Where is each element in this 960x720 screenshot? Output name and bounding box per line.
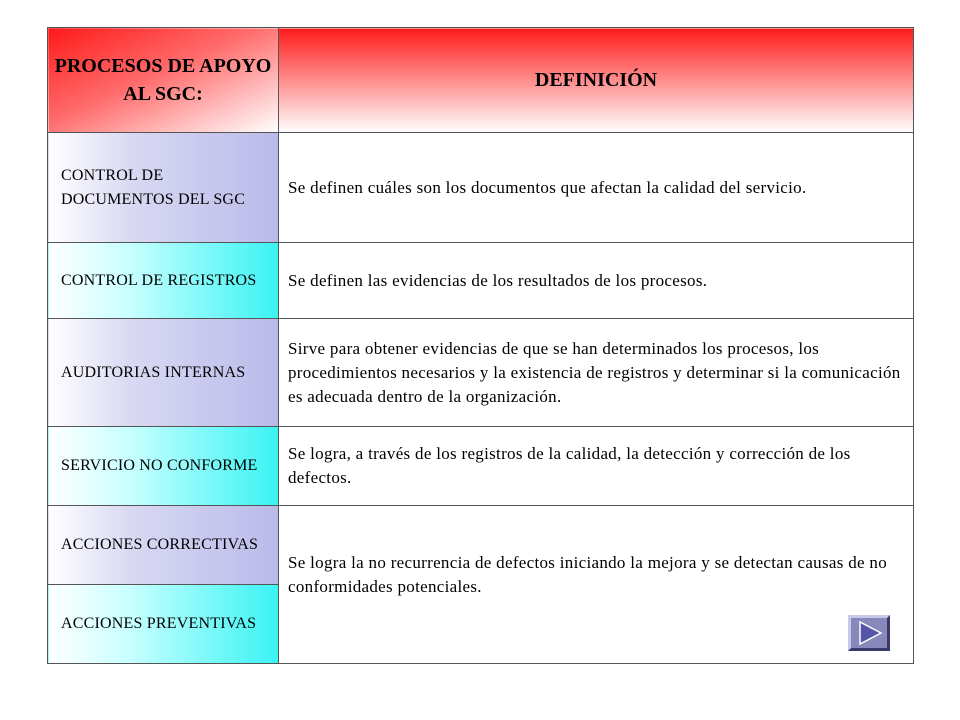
definition-text: Se logra la no recurrencia de defectos iniciando la mejora y se detectan causas de no conformidades potenciales. [288,552,887,596]
header-definition: DEFINICIÓN [279,28,914,133]
process-cell: CONTROL DE REGISTROS [48,243,279,319]
process-cell: ACCIONES PREVENTIVAS [48,585,279,664]
table-row [48,133,914,243]
header-process: PROCESOS DE APOYO AL SGC: [48,28,279,133]
definition-cell: Se logra, a través de los registros de la calidad, la detección y corrección de los defectos. [279,427,914,506]
process-cell: SERVICIO NO CONFORME [48,427,279,506]
definition-cell: Sirve para obtener evidencias de que se han determinados los procesos, los procedimientos necesarios y la existencia de registros y determinar si la comunicación es adecuada dentro de la organización. [279,319,914,427]
table-row [48,506,914,585]
table-row [48,427,914,506]
definition-cell: Se definen cuáles son los documentos que afectan la calidad del servicio. [279,133,914,243]
definition-cell [279,506,914,664]
definition-cell: Se definen las evidencias de los resultados de los procesos. [279,243,914,319]
processes-table [47,27,914,664]
table-header-row [48,28,914,133]
process-cell: CONTROL DE DOCUMENTOS DEL SGC [48,133,279,243]
table-row [48,319,914,427]
play-triangle-right-icon [851,618,887,648]
process-cell: ACCIONES CORRECTIVAS [48,506,279,585]
table-row [48,243,914,319]
next-slide-button[interactable] [848,615,890,651]
process-cell: AUDITORIAS INTERNAS [48,319,279,427]
